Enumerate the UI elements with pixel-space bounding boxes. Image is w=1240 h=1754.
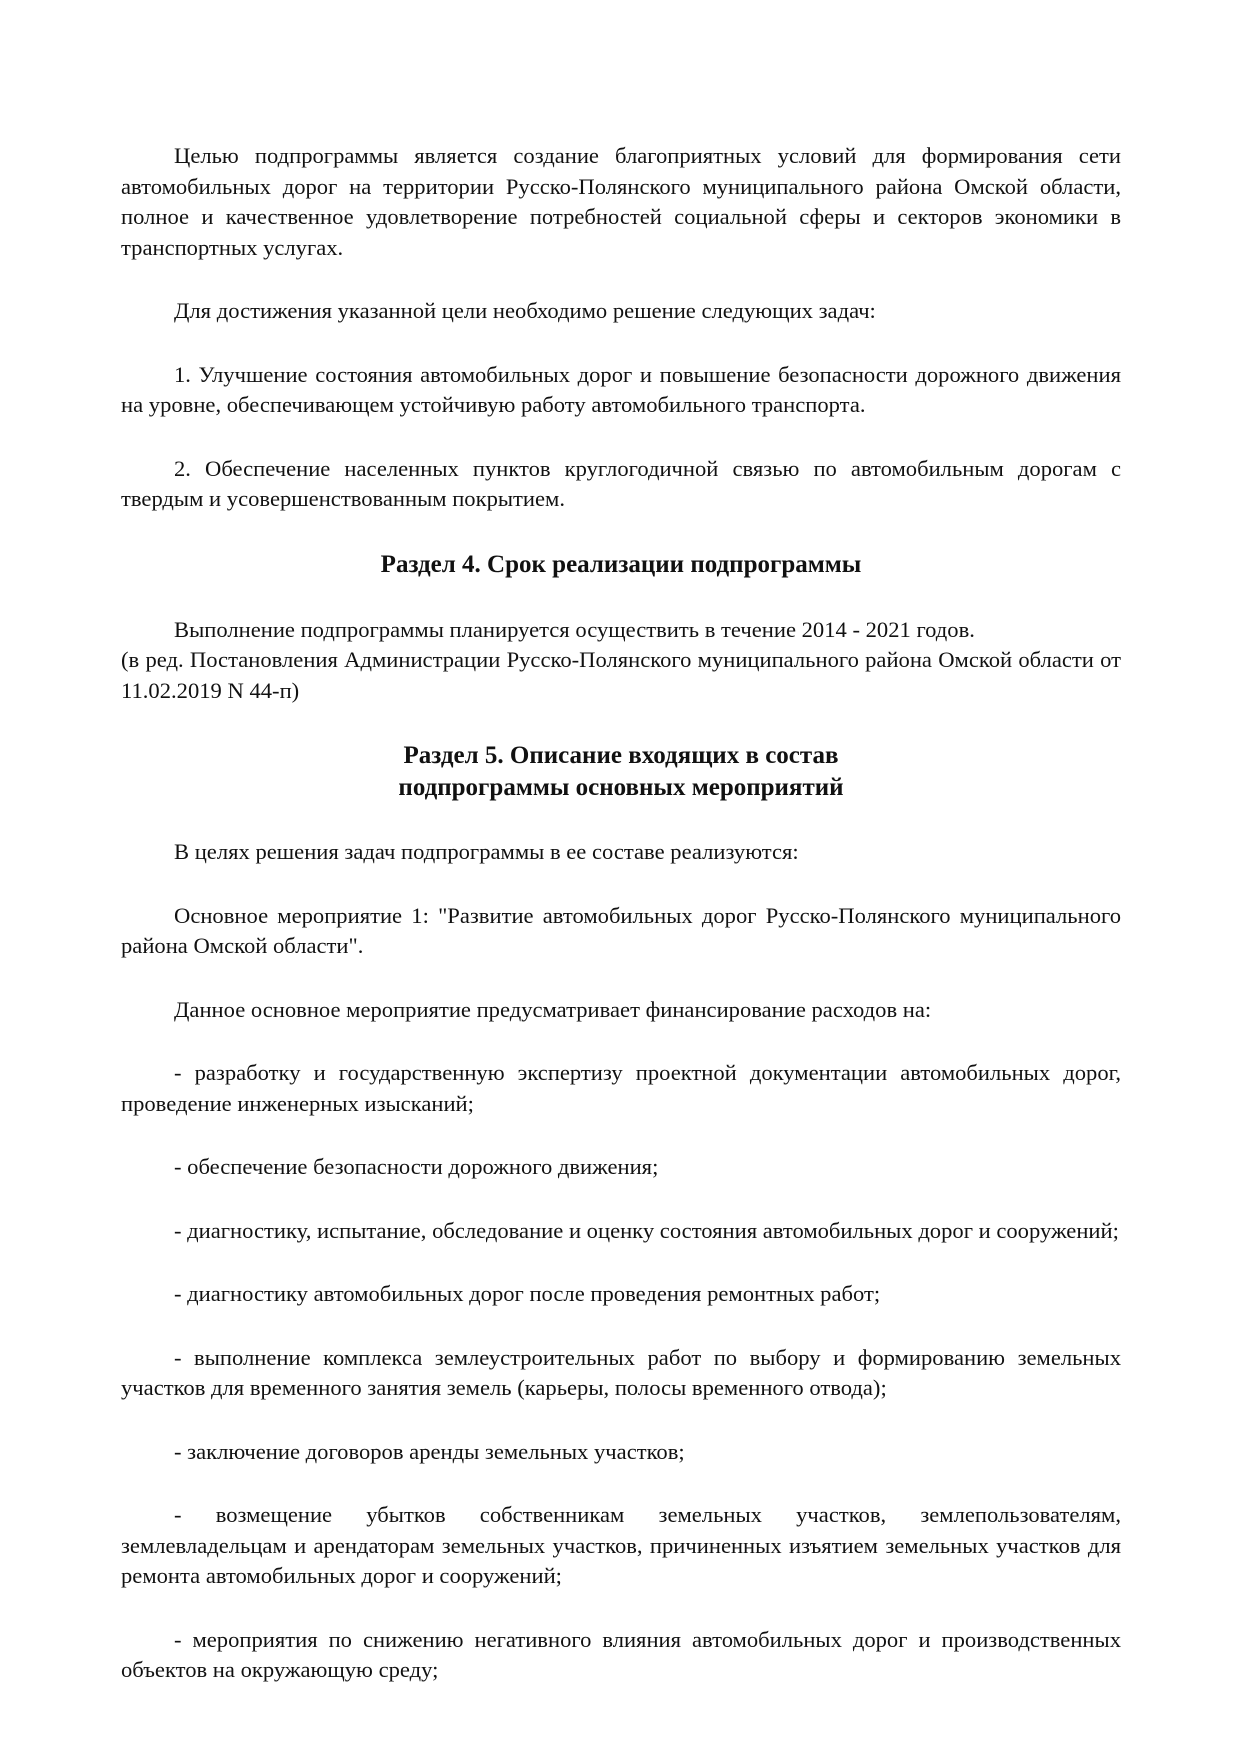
section-5-lead-paragraph: В целях решения задач подпрограммы в ее составе реализуются: [174, 839, 799, 864]
financing-lead-paragraph: Данное основное мероприятие предусматривает финансирование расходов на: [174, 996, 932, 1022]
section-5-heading-line-1: Раздел 5. Описание входящих в состав [403, 742, 839, 769]
task-2-paragraph: 2. Обеспечение населенных пунктов круглогодичной связью по автомобильным дорогам с твердым и усовершенствованным покрытием. [121, 455, 1121, 511]
main-event-paragraph: Основное мероприятие 1: "Развитие автомобильных дорог Русско-Полянского муниципального района Омской области". [121, 902, 1121, 958]
document-page [121, 141, 1121, 1686]
list-item: - заключение договоров аренды земельных участков; [174, 1438, 685, 1464]
goal-paragraph: Целью подпрограммы является создание благоприятных условий для формирования сети автомобильных дорог на территории Русско-Полянского муниципального района Омской области, полное и качественное удовлетворение потребностей социальной сферы и секторов экономики в транспортных услугах. [121, 143, 1121, 260]
list-item: - обеспечение безопасности дорожного движения; [174, 1154, 659, 1179]
list-item: - возмещение убытков собственникам земельных участков, землепользователям, землевладельцам и арендаторам земельных участков, причиненных изъятием земельных участков для ремонта автомобильных дорог и сооружений; [121, 1502, 1121, 1588]
list-item: - мероприятия по снижению негативного влияния автомобильных дорог и производственных объектов на окружающую среду; [121, 1626, 1121, 1682]
section-5-heading [121, 740, 1121, 804]
section-5-heading-line-2: подпрограммы основных мероприятий [398, 774, 844, 801]
tasks-lead-paragraph: Для достижения указанной цели необходимо решение следующих задач: [174, 298, 876, 323]
section-4-heading: Раздел 4. Срок реализации подпрограммы [380, 550, 862, 578]
task-1-paragraph: 1. Улучшение состояния автомобильных дорог и повышение безопасности дорожного движения на уровне, обеспечивающем устойчивую работу автомобильного транспорта. [121, 361, 1121, 417]
list-item: - разработку и государственную экспертизу проектной документации автомобильных дорог, проведение инженерных изысканий; [121, 1060, 1121, 1116]
list-item: - диагностику, испытание, обследование и оценку состояния автомобильных дорог и сооружений; [174, 1217, 1119, 1243]
term-paragraph: Выполнение подпрограммы планируется осуществить в течение 2014 - 2021 годов. [174, 616, 975, 642]
list-item: - выполнение комплекса землеустроительных работ по выбору и формированию земельных участков для временного занятия земель (карьеры, полосы временного отвода); [121, 1344, 1121, 1400]
amendment-note: (в ред. Постановления Администрации Русско-Полянского муниципального района Омской области от 11.02.2019 N 44-п) [121, 647, 1121, 703]
list-item: - диагностику автомобильных дорог после проведения ремонтных работ; [174, 1281, 881, 1306]
